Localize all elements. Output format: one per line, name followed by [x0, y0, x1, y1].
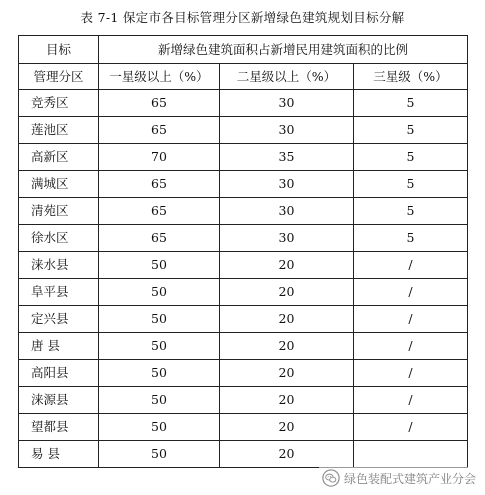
two-star-cell: 30 — [220, 90, 354, 117]
header-col-one-star: 一星级以上（%） — [99, 64, 220, 90]
two-star-cell: 20 — [220, 360, 354, 387]
two-star-cell: 20 — [220, 306, 354, 333]
one-star-cell: 65 — [99, 171, 220, 198]
table-row — [19, 171, 468, 198]
three-star-cell — [354, 441, 468, 468]
three-star-cell: 5 — [354, 117, 468, 144]
district-cell: 易 县 — [19, 441, 99, 468]
table-row — [19, 279, 468, 306]
district-cell: 高阳县 — [19, 360, 99, 387]
one-star-cell: 50 — [99, 387, 220, 414]
one-star-cell: 50 — [99, 333, 220, 360]
two-star-cell: 30 — [220, 117, 354, 144]
watermark-text: 绿色装配式建筑产业分会 — [343, 471, 476, 486]
three-star-cell: 5 — [354, 171, 468, 198]
one-star-cell: 70 — [99, 144, 220, 171]
three-star-cell: / — [354, 306, 468, 333]
header-col-two-star: 二星级以上（%） — [220, 64, 354, 90]
header-row-group — [19, 36, 468, 64]
header-district: 管理分区 — [19, 64, 99, 90]
target-table — [18, 35, 468, 468]
table-row — [19, 306, 468, 333]
two-star-cell: 20 — [220, 414, 354, 441]
two-star-cell: 20 — [220, 333, 354, 360]
watermark — [319, 467, 479, 489]
district-cell: 阜平县 — [19, 279, 99, 306]
two-star-cell: 20 — [220, 252, 354, 279]
table-row — [19, 225, 468, 252]
table-row — [19, 441, 468, 468]
one-star-cell: 65 — [99, 117, 220, 144]
wechat-icon — [322, 469, 340, 487]
two-star-cell: 20 — [220, 387, 354, 414]
district-cell: 涞源县 — [19, 387, 99, 414]
one-star-cell: 65 — [99, 225, 220, 252]
three-star-cell: / — [354, 414, 468, 441]
three-star-cell: / — [354, 252, 468, 279]
header-col-three-star: 三星级（%） — [354, 64, 468, 90]
one-star-cell: 50 — [99, 279, 220, 306]
table-row — [19, 387, 468, 414]
table-row — [19, 333, 468, 360]
district-cell: 望都县 — [19, 414, 99, 441]
one-star-cell: 50 — [99, 360, 220, 387]
district-cell: 定兴县 — [19, 306, 99, 333]
three-star-cell: / — [354, 333, 468, 360]
one-star-cell: 50 — [99, 441, 220, 468]
three-star-cell: 5 — [354, 90, 468, 117]
three-star-cell: 5 — [354, 198, 468, 225]
table-row — [19, 360, 468, 387]
three-star-cell: / — [354, 360, 468, 387]
two-star-cell: 30 — [220, 225, 354, 252]
one-star-cell: 50 — [99, 414, 220, 441]
table-row — [19, 90, 468, 117]
header-group-title: 新增绿色建筑面积占新增民用建筑面积的比例 — [99, 36, 468, 64]
one-star-cell: 50 — [99, 252, 220, 279]
three-star-cell: 5 — [354, 225, 468, 252]
district-cell: 唐 县 — [19, 333, 99, 360]
two-star-cell: 20 — [220, 441, 354, 468]
district-cell: 满城区 — [19, 171, 99, 198]
header-target: 目标 — [19, 36, 99, 64]
district-cell: 莲池区 — [19, 117, 99, 144]
district-cell: 清苑区 — [19, 198, 99, 225]
table-row — [19, 198, 468, 225]
two-star-cell: 30 — [220, 198, 354, 225]
one-star-cell: 50 — [99, 306, 220, 333]
two-star-cell: 30 — [220, 171, 354, 198]
table-row — [19, 117, 468, 144]
three-star-cell: / — [354, 387, 468, 414]
district-cell: 竞秀区 — [19, 90, 99, 117]
one-star-cell: 65 — [99, 198, 220, 225]
district-cell: 涞水县 — [19, 252, 99, 279]
header-row-columns — [19, 64, 468, 90]
district-cell: 高新区 — [19, 144, 99, 171]
three-star-cell: / — [354, 279, 468, 306]
table-row — [19, 252, 468, 279]
one-star-cell: 65 — [99, 90, 220, 117]
table-caption: 表 7-1 保定市各目标管理分区新增绿色建筑规划目标分解 — [80, 10, 405, 25]
two-star-cell: 35 — [220, 144, 354, 171]
table-row — [19, 144, 468, 171]
table-row — [19, 414, 468, 441]
two-star-cell: 20 — [220, 279, 354, 306]
three-star-cell: 5 — [354, 144, 468, 171]
district-cell: 徐水区 — [19, 225, 99, 252]
